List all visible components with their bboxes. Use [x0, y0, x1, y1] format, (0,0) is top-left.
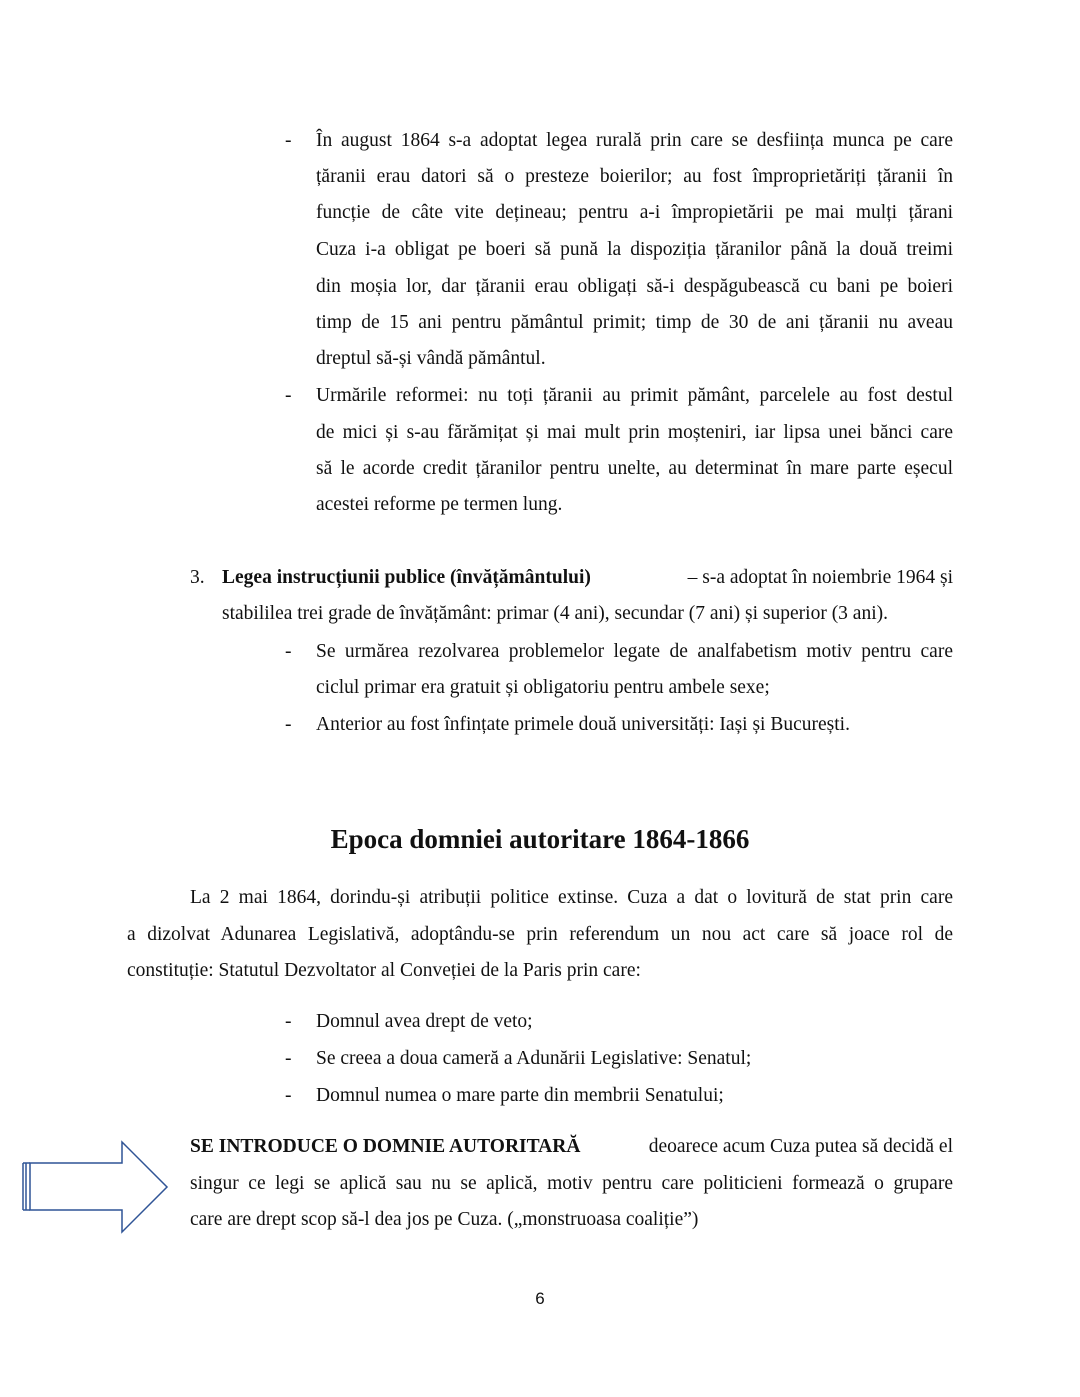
text-line: timp de 15 ani pentru pământul primit; timp de 30 de ani țăranii nu aveau [316, 312, 953, 333]
text-line: țăranii erau datori să o presteze boierilor; au fost împroprietăriți țăranii în [316, 166, 953, 187]
emphasis: SE INTRODUCE O DOMNIE AUTORITARĂ [190, 1136, 581, 1157]
bullet-dash: - [285, 1011, 292, 1032]
text-line: stabililea trei grade de învățământ: primar (4 ani), secundar (7 ani) și superior (3 ani). [222, 603, 888, 624]
text-line: să le acorde credit țăranilor pentru unelte, au determinat în mare parte eșecul [316, 458, 953, 479]
bullet-dash: - [285, 641, 292, 662]
text-line: a dizolvat Adunarea Legislativă, adoptându-se prin referendum un nou act care să joace rol de [127, 924, 953, 945]
bullet-dash: - [285, 130, 292, 151]
bullet-dash: - [285, 714, 292, 735]
text-line: constituție: Statutul Dezvoltator al Conveției de la Paris prin care: [127, 960, 641, 981]
text-line: dreptul să-și vândă pământul. [316, 348, 546, 369]
text-line: de mici și s-au fărămițat și mai mult prin moșteniri, iar lipsa unei bănci care [316, 422, 953, 443]
bullet-dash: - [285, 385, 292, 406]
conclusion-line [190, 1135, 953, 1159]
list-number: 3. [190, 567, 205, 588]
text-line: Cuza i-a obligat pe boeri să pună la dispoziția țăranilor până la două treimi [316, 239, 953, 260]
text-line: Domnul avea drept de veto; [316, 1011, 533, 1032]
text-line: Se urmărea rezolvarea problemelor legate de analfabetism motiv pentru care [316, 641, 953, 662]
text-line: La 2 mai 1864, dorindu-și atribuții politice extinse. Cuza a dat o lovitură de stat prin care [190, 887, 953, 908]
text-line: Anterior au fost înfințate primele două universități: Iași și București. [316, 714, 850, 735]
list-item-heading [222, 566, 953, 590]
text-line: Urmările reformei: nu toți țăranii au primit pământ, parcelele au fost destul [316, 385, 953, 406]
text-line: deoarece acum Cuza putea să decidă el [648, 1136, 953, 1157]
text-line: ciclul primar era gratuit și obligatoriu pentru ambele sexe; [316, 677, 770, 698]
text-line: Se creea a doua cameră a Adunării Legislative: Senatul; [316, 1048, 752, 1069]
bullet-dash: - [285, 1085, 292, 1106]
arrow-right-icon [18, 1138, 173, 1238]
text-line: funcție de câte vite dețineau; pentru a-i împropietării pe mai mulți țărani [316, 202, 953, 223]
page-number: 6 [535, 1289, 545, 1308]
bullet-dash: - [285, 1048, 292, 1069]
text-line: singur ce legi se aplică sau nu se aplică, motiv pentru care politicieni formează o grupare [190, 1173, 953, 1194]
text-line: – s-a adoptat în noiembrie 1964 și [687, 567, 953, 588]
text-line: În august 1864 s-a adoptat legea rurală prin care se desființa munca pe care [316, 130, 953, 151]
text-line: care are drept scop să-l dea jos pe Cuza. („monstruoasa coaliție”) [190, 1209, 699, 1230]
section-heading: Epoca domniei autoritare 1864-1866 [330, 824, 750, 854]
text-line: din moșia lor, dar țăranii erau obligați să-i despăgubească cu bani pe boieri [316, 276, 953, 297]
law-title: Legea instrucțiunii publice (învățământului) [222, 567, 591, 588]
text-line: Domnul numea o mare parte din membrii Senatului; [316, 1085, 724, 1106]
text-line: acestei reforme pe termen lung. [316, 494, 563, 515]
